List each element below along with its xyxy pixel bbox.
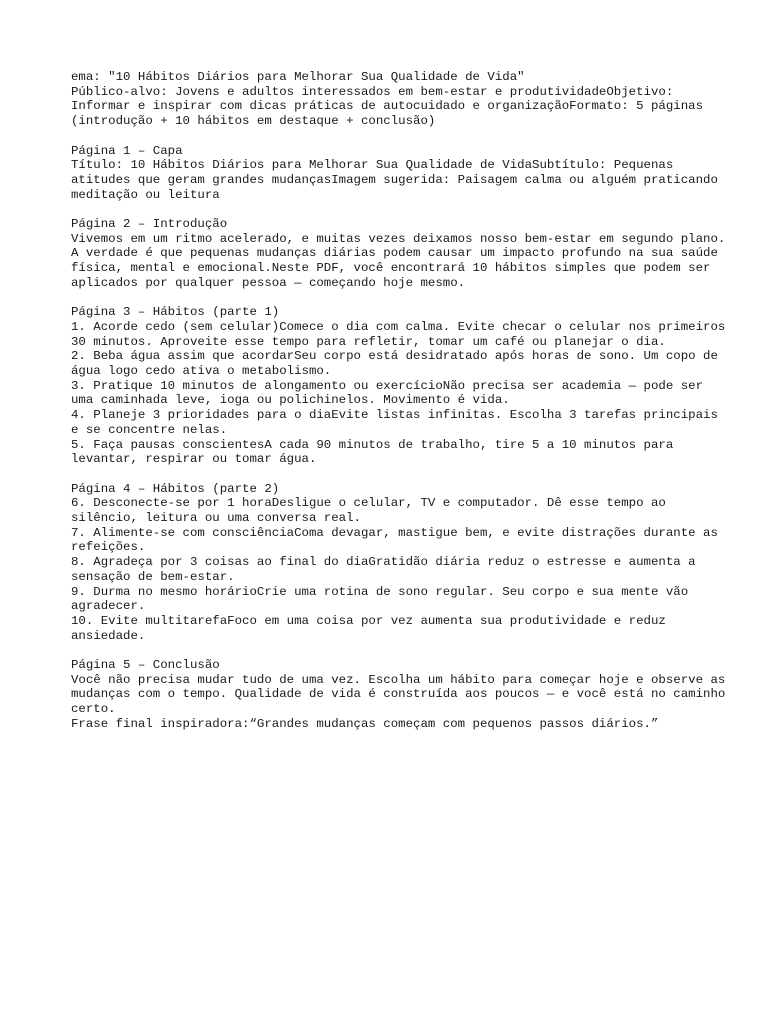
habit-item: 6. Desconecte-se por 1 horaDesligue o celular, TV e computador. Dê esse tempo ao silêncio, leitura ou uma conversa real. — [71, 496, 674, 526]
habit-item: 2. Beba água assim que acordarSeu corpo está desidratado após horas de sono. Um copo de água logo cedo ativa o metabolismo. — [71, 349, 726, 379]
habit-item: 4. Planeje 3 prioridades para o diaEvite listas infinitas. Escolha 3 tarefas principais e se concentre nelas. — [71, 408, 726, 437]
document-header — [71, 70, 731, 129]
theme-line: ema: "10 Hábitos Diários para Melhorar Sua Qualidade de Vida" — [71, 70, 525, 84]
section-heading: Página 5 – Conclusão — [71, 658, 220, 673]
section-page-4 — [71, 482, 731, 644]
section-page-3 — [71, 305, 731, 467]
audience-objective-format: Público-alvo: Jovens e adultos interessados em bem-estar e produtividadeObjetivo: Informar e inspirar com dicas práticas de autocuidado e organizaçãoFormato: 5 páginas (introdução + 10 hábitos em destaque + conclusão) — [71, 84, 711, 129]
section-page-5 — [71, 658, 731, 732]
document-page — [71, 70, 731, 746]
habit-item: 7. Alimente-se com consciênciaComa devagar, mastigue bem, e evite distrações durante as refeições. — [71, 525, 726, 555]
habit-item: 10. Evite multitarefaFoco em uma coisa por vez aumenta sua produtividade e reduz ansiedade. — [71, 613, 674, 643]
section-heading: Página 1 – Capa — [71, 143, 183, 158]
section-heading: Página 4 – Hábitos (parte 2) — [71, 481, 280, 496]
habit-item: 8. Agradeça por 3 coisas ao final do diaGratidão diária reduz o estresse e aumenta a sensação de bem-estar. — [71, 555, 704, 584]
section-page-2 — [71, 217, 731, 291]
habit-item: 3. Pratique 10 minutos de alongamento ou exercícioNão precisa ser academia — pode ser uma caminhada leve, ioga ou polichinelos. Movimento é vida. — [71, 378, 711, 408]
habit-item: 5. Faça pausas conscientesA cada 90 minutos de trabalho, tire 5 a 10 minutos para levantar, respirar ou tomar água. — [71, 437, 681, 467]
closing-quote: Frase final inspiradora:“Grandes mudanças começam com pequenos passos diários.” — [71, 716, 659, 731]
habit-item: 1. Acorde cedo (sem celular)Comece o dia com calma. Evite checar o celular nos primeiros 30 minutos. Aproveite esse tempo para refletir, tomar um café ou planejar o dia. — [71, 319, 733, 349]
section-heading: Página 3 – Hábitos (parte 1) — [71, 305, 280, 320]
paragraph: Você não precisa mudar tudo de uma vez. Escolha um hábito para começar hoje e observe as mudanças com o tempo. Qualidade de vida é construída aos poucos — e você está no caminho certo. — [71, 672, 733, 717]
section-heading: Página 2 – Introdução — [71, 217, 228, 231]
paragraph: Título: 10 Hábitos Diários para Melhorar Sua Qualidade de VidaSubtítulo: Pequenas atitudes que geram grandes mudançasImagem sugerida: Paisagem calma ou alguém praticando meditação ou leitura — [71, 158, 726, 202]
paragraph: Vivemos em um ritmo acelerado, e muitas vezes deixamos nosso bem-estar em segundo plano. A verdade é que pequenas mudanças diárias podem causar um impacto profundo na sua saúde física, mental e emocional.Neste PDF, você encontrará 10 hábitos simples que podem ser aplicados por qualquer pessoa — começando hoje mesmo. — [71, 231, 733, 290]
habit-item: 9. Durma no mesmo horárioCrie uma rotina de sono regular. Seu corpo e sua mente vão agradecer. — [71, 584, 696, 614]
section-page-1 — [71, 144, 731, 203]
